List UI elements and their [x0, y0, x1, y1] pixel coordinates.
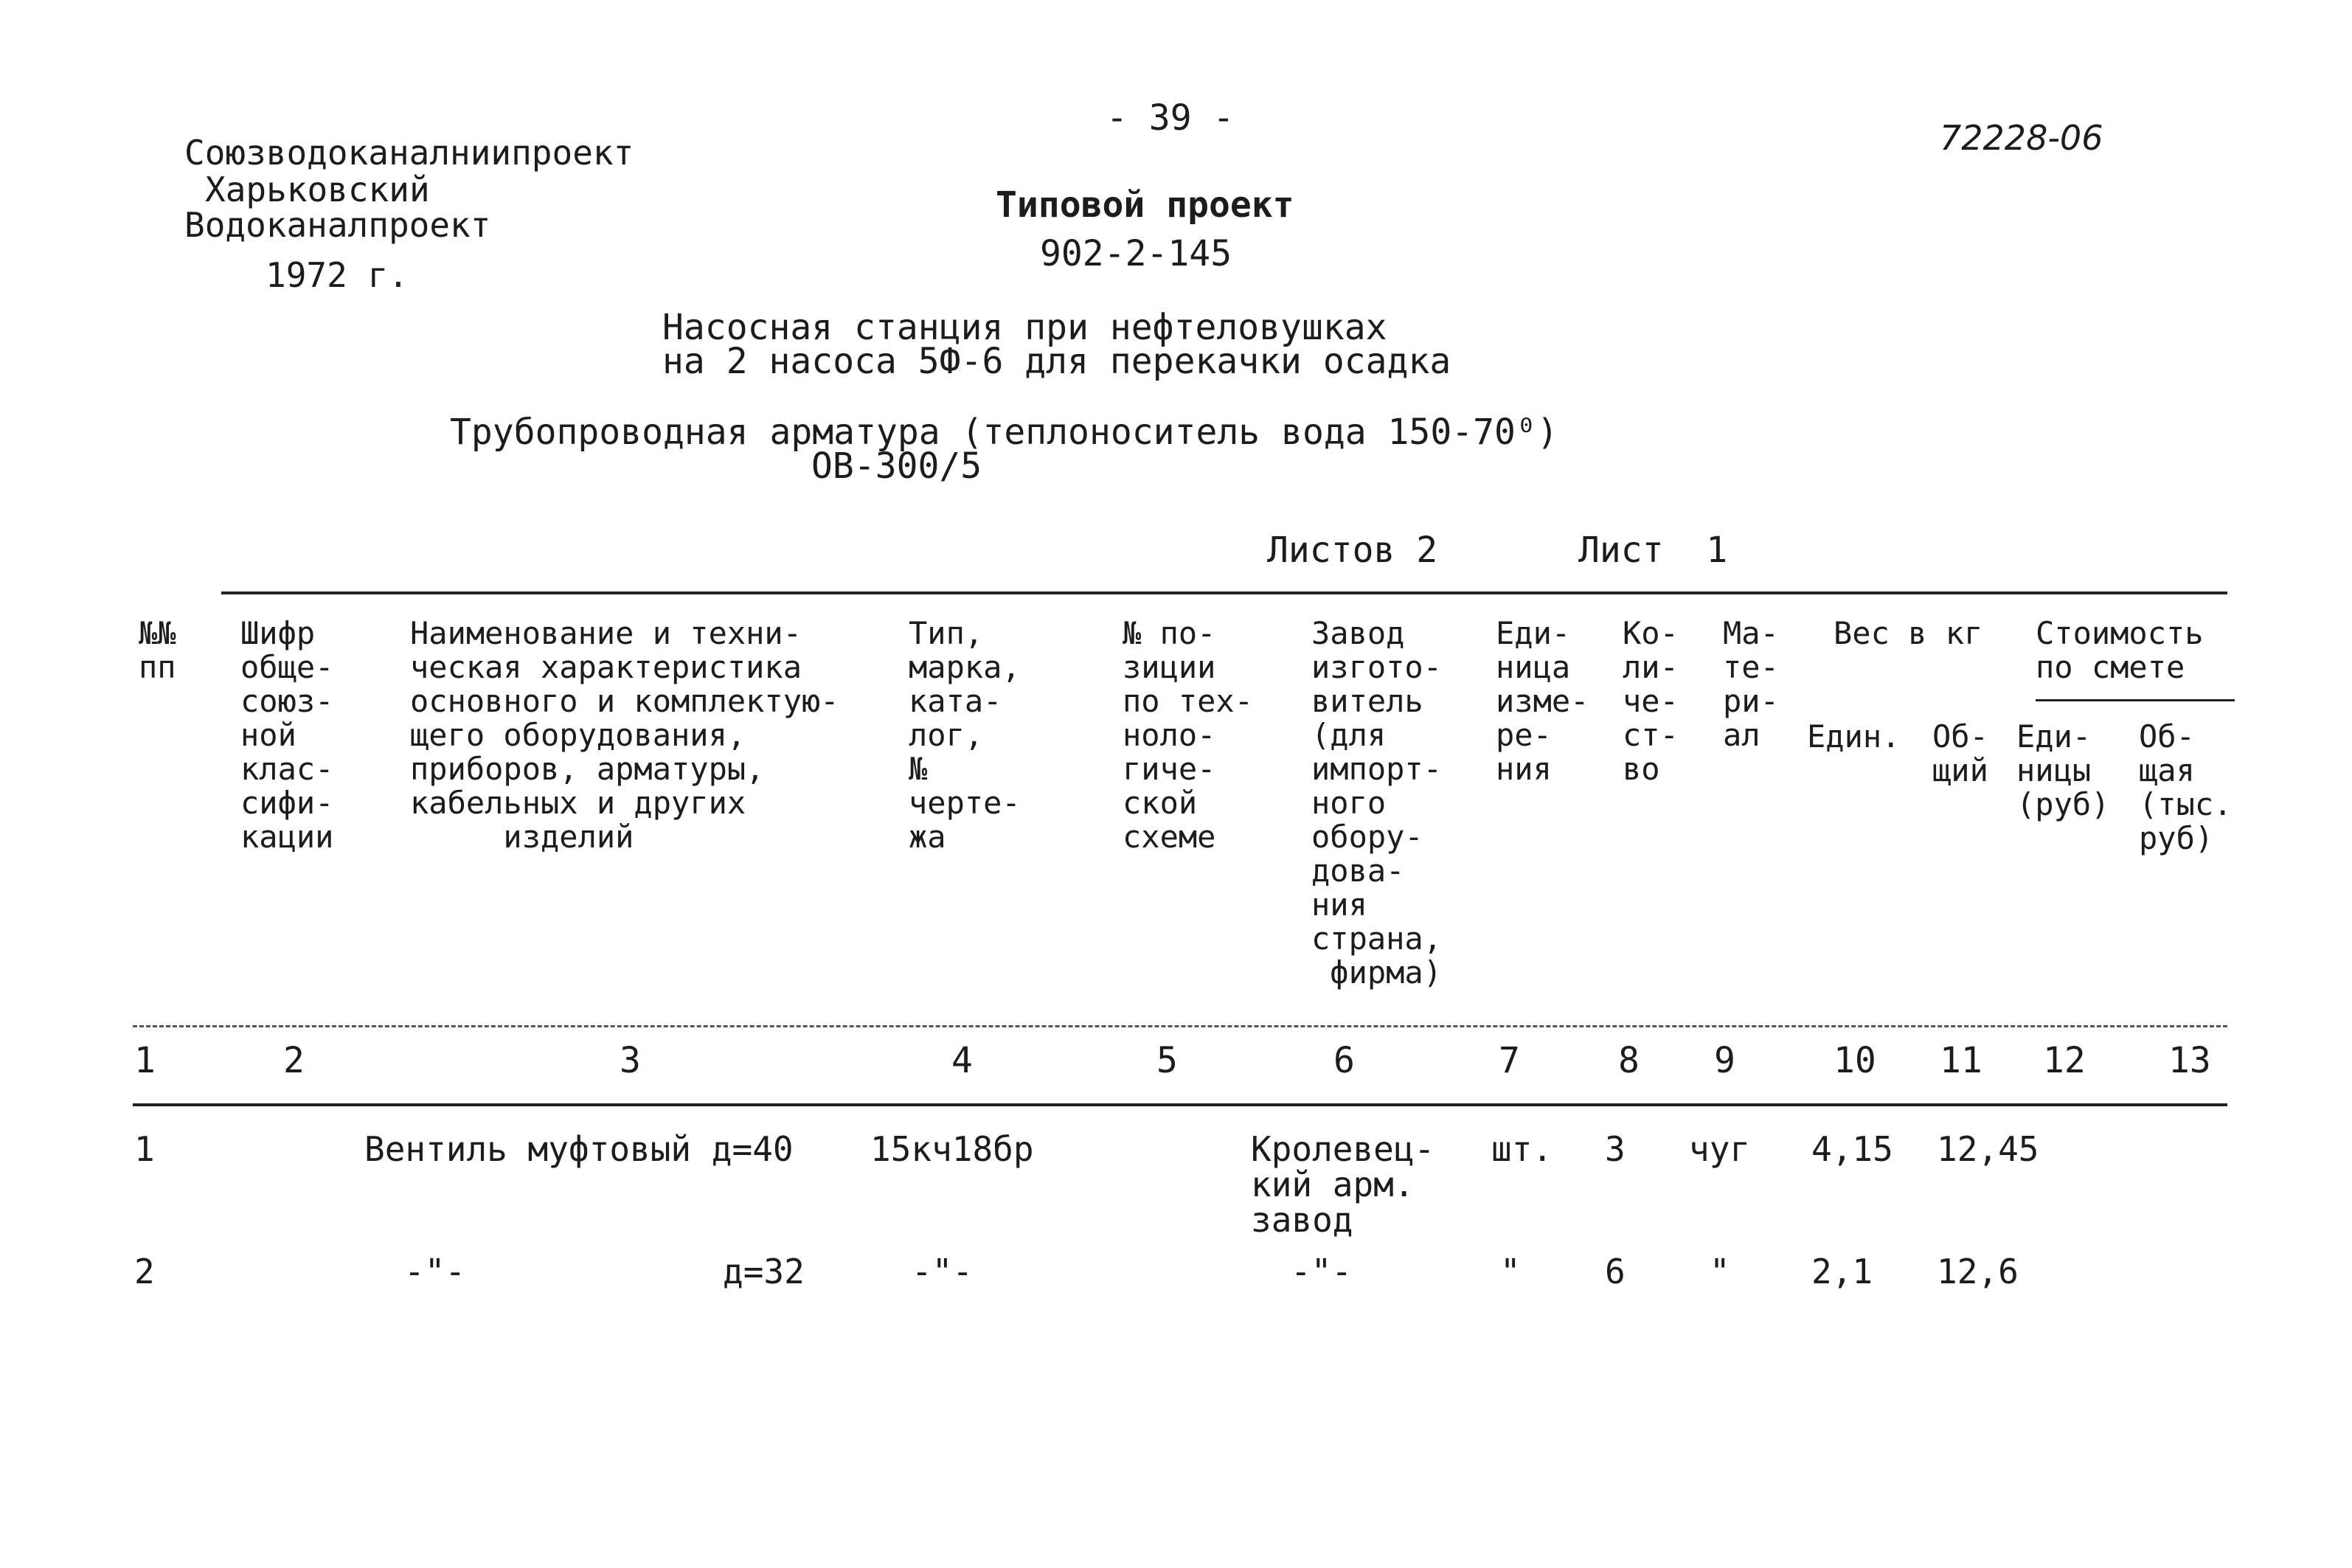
row1-type: 15кч18бр: [870, 1129, 1034, 1169]
header-col-name: Наименование и техни- ческая характеристика основного и комплектую- щего оборудования, приборов, арматуры, кабельных и других изделий: [410, 615, 839, 855]
colnum-11: 11: [1940, 1040, 1982, 1081]
colnum-6: 6: [1333, 1040, 1355, 1081]
colnum-13: 13: [2168, 1040, 2211, 1081]
colnum-bottom-rule: [133, 1103, 2227, 1106]
row2-weight-total: 12,6: [1937, 1252, 2019, 1291]
row2-number: 2: [134, 1252, 155, 1291]
row2-unit: ": [1500, 1252, 1521, 1291]
subtitle-line1: Насосная станция при нефтеловушках: [662, 307, 1387, 348]
header-col-type: Тип, марка, ката- лог, № черте- жа: [909, 615, 1021, 855]
header-group-cost: Стоимость по смете: [2036, 615, 2204, 685]
org-name-line1: Союзводоканалниипроект: [184, 133, 634, 173]
section-title-line1: Трубопроводная арматура (теплоноситель вода 150-70⁰): [450, 412, 1558, 453]
colnum-8: 8: [1618, 1040, 1640, 1081]
row2-name-ditto: -"-: [404, 1252, 466, 1291]
row2-name-size: д=32: [723, 1252, 805, 1291]
row1-material: чуг: [1689, 1129, 1751, 1169]
colnum-3: 3: [620, 1040, 641, 1081]
header-bottom-rule: [133, 1025, 2227, 1027]
colnum-7: 7: [1499, 1040, 1520, 1081]
row1-manufacturer: Кролевец- кий арм. завод: [1251, 1129, 1435, 1240]
table-top-rule: [221, 592, 2227, 594]
row2-weight-unit: 2,1: [1811, 1252, 1873, 1291]
org-name-line2: Харьковский: [205, 170, 430, 209]
row2-manufacturer: -"-: [1291, 1252, 1353, 1291]
row2-quantity: 6: [1605, 1252, 1626, 1291]
row1-weight-unit: 4,15: [1811, 1129, 1893, 1169]
header-col-position: № по- зиции по тех- ноло- гиче- ской схеме: [1123, 615, 1254, 855]
page-number: - 39 -: [1106, 97, 1235, 139]
org-year: 1972 г.: [266, 255, 409, 295]
colnum-12: 12: [2043, 1040, 2086, 1081]
header-col-quantity: Ко- ли- че- ст- во: [1623, 615, 1679, 787]
org-name-line3: Водоканалпроект: [184, 205, 491, 245]
section-title-line2: ОВ-300/5: [811, 445, 982, 487]
colnum-2: 2: [283, 1040, 305, 1081]
colnum-4: 4: [951, 1040, 973, 1081]
header-group-weight: Вес в кг: [1834, 615, 1983, 651]
header-col-manufacturer: Завод изгото- витель (для импорт- ного обору- дова- ния страна, фирма): [1311, 615, 1443, 991]
colnum-5: 5: [1156, 1040, 1178, 1081]
row1-unit: шт.: [1491, 1129, 1553, 1169]
row2-material: ": [1710, 1252, 1730, 1291]
row1-number: 1: [134, 1129, 155, 1169]
header-col-weight-total: Об- щий: [1932, 718, 1988, 788]
header-col-classification: Шифр обще- союз- ной клас- сифи- кации: [240, 615, 334, 855]
header-col-weight-unit: Един.: [1807, 718, 1901, 754]
sheets-total: Листов 2: [1267, 530, 1438, 571]
header-col-material: Ма- те- ри- ал: [1723, 615, 1779, 753]
project-code: 902-2-145: [1040, 233, 1232, 274]
sheet-current: Лист 1: [1578, 530, 1728, 571]
row1-quantity: 3: [1605, 1129, 1626, 1169]
colnum-10: 10: [1834, 1040, 1876, 1081]
header-col-cost-unit: Еди- ницы (руб): [2016, 718, 2110, 822]
row1-name: Вентиль муфтовый д=40: [364, 1129, 794, 1169]
row2-type: -"-: [912, 1252, 974, 1291]
header-col-number: №№ пп: [139, 615, 176, 685]
colnum-9: 9: [1714, 1040, 1735, 1081]
colnum-1: 1: [134, 1040, 156, 1081]
subtitle-line2: на 2 насоса 5Ф-6 для перекачки осадка: [662, 341, 1451, 382]
header-col-unit: Еди- ница изме- ре- ния: [1496, 615, 1589, 787]
project-label: Типовой проект: [996, 184, 1294, 226]
header-col-cost-total: Об- щая (тыс. руб): [2139, 718, 2233, 856]
cost-group-rule: [2036, 699, 2235, 701]
document-code: 72228-06: [1940, 118, 2103, 158]
row1-weight-total: 12,45: [1937, 1129, 2039, 1169]
